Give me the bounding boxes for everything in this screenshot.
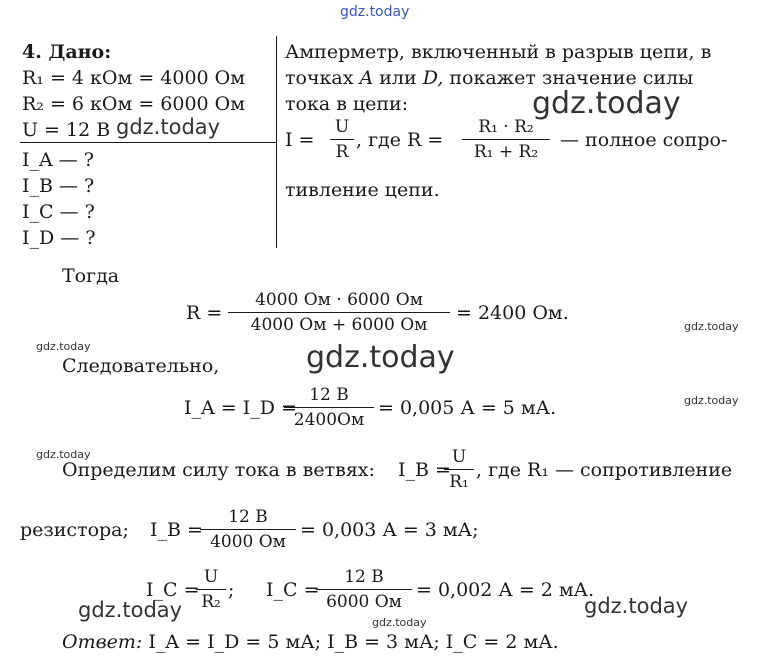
answer-line bbox=[62, 630, 559, 654]
denominator: 6000 Ом bbox=[326, 592, 402, 612]
fraction-ib2 bbox=[200, 506, 296, 553]
intro-line-4: тивление цепи. bbox=[285, 179, 440, 201]
given-header: 4. Дано: bbox=[22, 41, 112, 63]
numerator: R₁ · R₂ bbox=[478, 117, 534, 137]
watermark-small-4: gdz.today bbox=[36, 448, 91, 461]
watermark-small-3: gdz.today bbox=[684, 394, 739, 407]
numerator: U bbox=[203, 567, 219, 587]
fraction-ia bbox=[284, 384, 374, 431]
numerator: 12 В bbox=[344, 567, 384, 587]
fraction-u-over-r bbox=[330, 116, 354, 163]
denominator: R bbox=[335, 142, 349, 162]
denominator: R₁ bbox=[449, 472, 469, 492]
branches-label: Определим силу тока в ветвях: bbox=[62, 459, 375, 481]
resistor-label: резистора; bbox=[20, 519, 129, 541]
given-ia: I_A — ? bbox=[22, 149, 94, 171]
ib-lhs: I_B = bbox=[398, 459, 451, 481]
given-r1: R₁ = 4 кОм = 4000 Ом bbox=[22, 67, 246, 89]
denominator: 2400Ом bbox=[293, 410, 365, 430]
where-r-tail: — полное сопро- bbox=[560, 129, 728, 151]
given-vertical-divider bbox=[276, 36, 277, 248]
then-label: Тогда bbox=[62, 265, 120, 287]
where-r: , где R = bbox=[356, 129, 444, 151]
given-u: U = 12 В bbox=[22, 119, 111, 141]
numerator: 12 В bbox=[228, 507, 268, 527]
ic-separator: ; bbox=[228, 579, 235, 601]
hence-label: Следовательно, bbox=[62, 355, 220, 377]
fraction-bar bbox=[200, 529, 296, 530]
denominator: R₁ + R₂ bbox=[473, 142, 539, 162]
fraction-bar bbox=[444, 469, 474, 470]
given-ib: I_B — ? bbox=[22, 175, 95, 197]
denominator: 4000 Ом + 6000 Ом bbox=[250, 315, 428, 335]
watermark-big-2: gdz.today bbox=[306, 340, 455, 375]
fraction-bar bbox=[228, 312, 450, 313]
ic2-rhs: = 0,002 А = 2 мА. bbox=[416, 579, 595, 601]
denominator: 4000 Ом bbox=[210, 532, 286, 552]
point-d: D, bbox=[422, 67, 444, 89]
ic2-lhs: I_C = bbox=[266, 579, 320, 601]
point-a: A bbox=[359, 67, 374, 89]
r-rhs: = 2400 Ом. bbox=[456, 302, 569, 324]
watermark-top: gdz.today bbox=[340, 4, 410, 20]
denominator: R₂ bbox=[201, 592, 221, 612]
watermark-medium-1: gdz.today bbox=[78, 598, 183, 622]
numerator: U bbox=[451, 447, 467, 467]
watermark-medium-2: gdz.today bbox=[584, 594, 689, 618]
watermark-small-2: gdz.today bbox=[36, 340, 91, 353]
watermark-small-1: gdz.today bbox=[684, 320, 739, 333]
fraction-bar bbox=[284, 407, 374, 408]
ia-lhs: I_A = I_D = bbox=[184, 397, 297, 419]
numerator: U bbox=[334, 117, 350, 137]
ib-rest: , где R₁ — сопротивление bbox=[476, 459, 733, 481]
ib2-rhs: = 0,003 А = 3 мА; bbox=[300, 519, 479, 541]
fraction-bar bbox=[196, 589, 226, 590]
fraction-bar bbox=[330, 139, 354, 140]
given-id: I_D — ? bbox=[22, 227, 96, 249]
answer-label: Ответ: bbox=[62, 631, 143, 653]
intro-line-3: тока в цепи: bbox=[285, 93, 409, 115]
intro-word: точках bbox=[285, 67, 354, 89]
fraction-ic2 bbox=[316, 566, 412, 613]
fraction-bar bbox=[462, 139, 550, 140]
fraction-ib bbox=[444, 446, 474, 493]
numerator: 12 В bbox=[309, 385, 349, 405]
watermark-big-1: gdz.today bbox=[532, 86, 681, 121]
given-r2: R₂ = 6 кОм = 6000 Ом bbox=[22, 93, 246, 115]
fraction-r-parallel bbox=[462, 116, 550, 163]
formula-i-lhs: I = bbox=[285, 129, 315, 151]
given-ic: I_C — ? bbox=[22, 201, 95, 223]
ic-lhs: I_C = bbox=[146, 579, 200, 601]
intro-line-1: Амперметр, включенный в разрыв цепи, в bbox=[285, 41, 712, 63]
ia-rhs: = 0,005 А = 5 мА. bbox=[378, 397, 557, 419]
given-divider bbox=[20, 142, 277, 143]
numerator: 4000 Ом · 6000 Ом bbox=[255, 290, 423, 310]
intro-word: покажет значение силы bbox=[449, 67, 694, 89]
fraction-bar bbox=[316, 589, 412, 590]
intro-word: или bbox=[379, 67, 417, 89]
ib2-lhs: I_B = bbox=[150, 519, 203, 541]
watermark-small-5: gdz.today bbox=[372, 616, 427, 629]
r-lhs: R = bbox=[186, 302, 223, 324]
fraction-ic bbox=[196, 566, 226, 613]
answer-text: I_A = I_D = 5 мА; I_B = 3 мА; I_C = 2 мА. bbox=[148, 631, 559, 653]
watermark-inline: gdz.today bbox=[116, 115, 221, 139]
fraction-r-value bbox=[228, 289, 450, 336]
